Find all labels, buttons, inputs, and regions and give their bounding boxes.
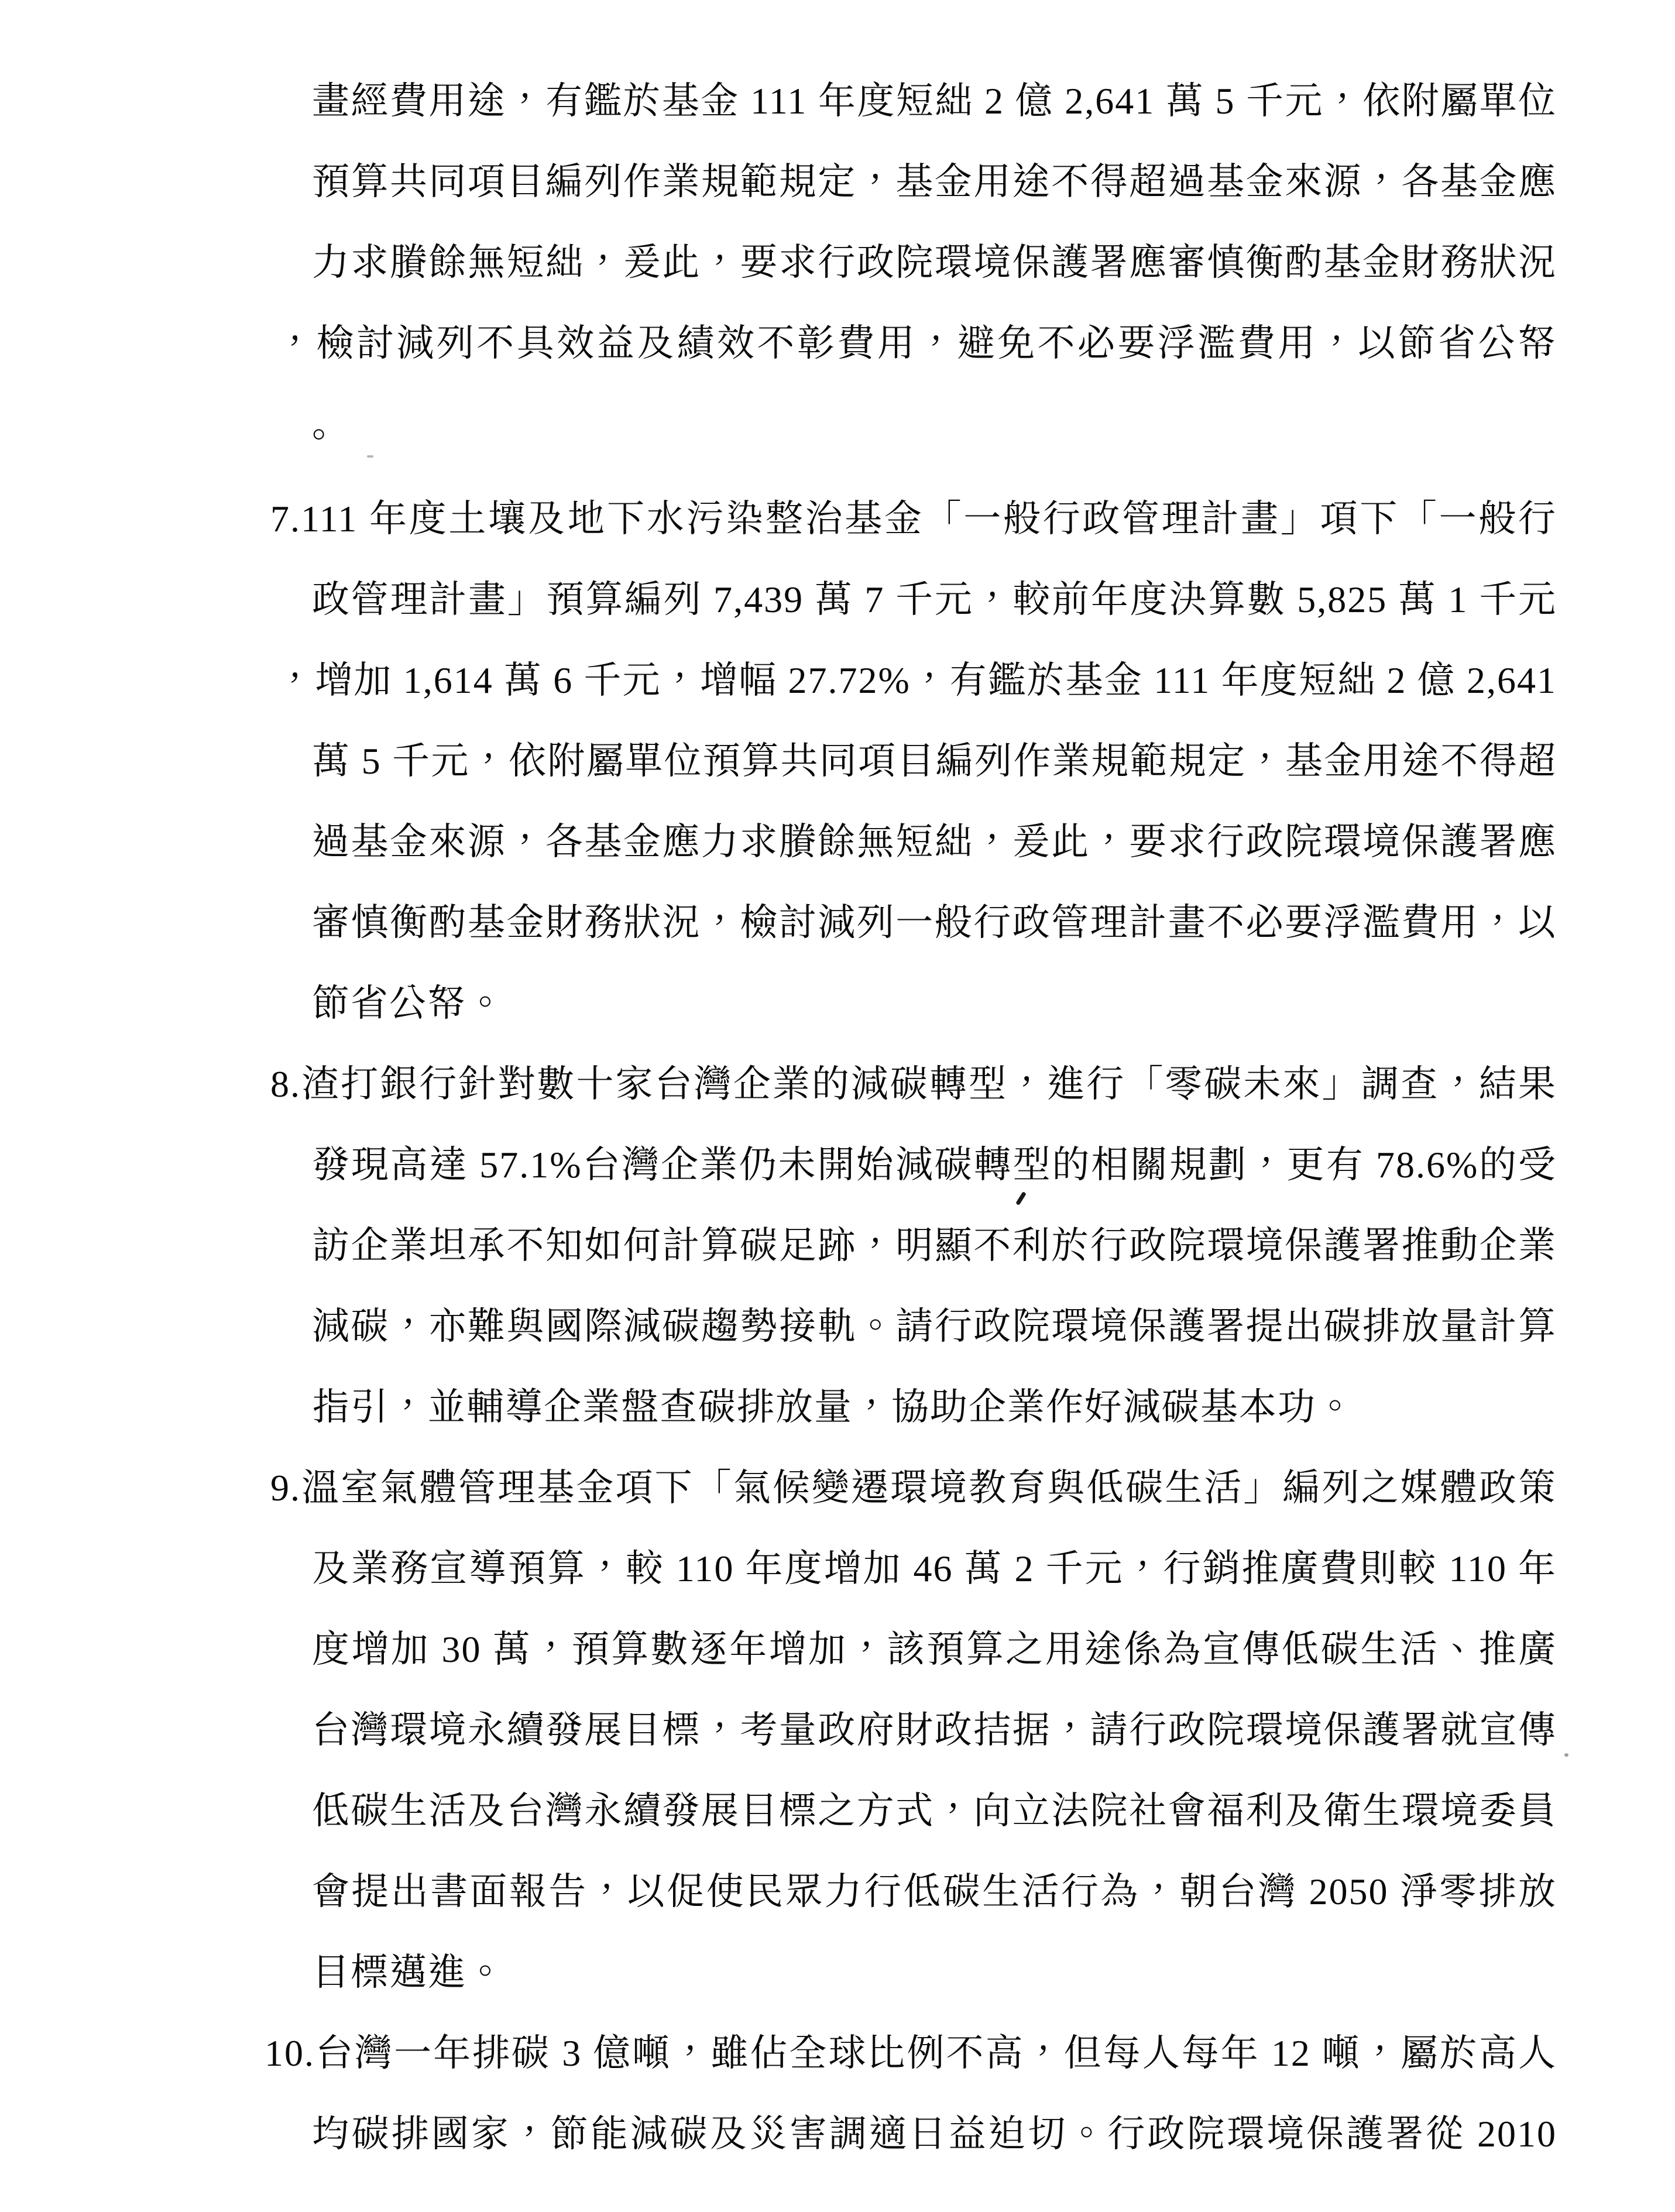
text-line: 力求賸餘無短絀，爰此，要求行政院環境保護署應審慎衡酌基金財務狀況	[312, 242, 1557, 283]
text-line-item-7: 7.111 年度土壤及地下水污染整治基金「一般行政管理計畫」項下「一般行	[270, 498, 1557, 540]
text-line: 過基金來源，各基金應力求賸餘無短絀，爰此，要求行政院環境保護署應	[312, 821, 1557, 863]
text-line: 低碳生活及台灣永續發展目標之方式，向立法院社會福利及衛生環境委員	[312, 1790, 1557, 1832]
text-line: 目標邁進。	[312, 1952, 505, 1993]
text-line: 度增加 30 萬，預算數逐年增加，該預算之用途係為宣傳低碳生活、推廣	[312, 1629, 1557, 1670]
text-line: 畫經費用途，有鑑於基金 111 年度短絀 2 億 2,641 萬 5 千元，依附屬單位	[312, 80, 1557, 122]
text-line: 萬 5 千元，依附屬單位預算共同項目編列作業規範規定，基金用途不得超	[312, 740, 1557, 782]
text-line: 節省公帑。	[312, 983, 505, 1024]
text-line: 訪企業坦承不知如何計算碳足跡，明顯不利於行政院環境保護署推動企業	[312, 1225, 1557, 1266]
text-line: 均碳排國家，節能減碳及災害調適日益迫切。行政院環境保護署從 2010	[312, 2113, 1557, 2155]
text-line: 審慎衡酌基金財務狀況，檢討減列一般行政管理計畫不必要浮濫費用，以	[312, 902, 1557, 943]
text-line: 。	[312, 403, 351, 445]
text-line: ，增加 1,614 萬 6 千元，增幅 27.72%，有鑑於基金 111 年度短絀 2 億 2,641	[276, 660, 1557, 701]
document-text-block	[0, 61, 1675, 2175]
text-line: 台灣環境永續發展目標，考量政府財政拮据，請行政院環境保護署就宣傳	[312, 1709, 1557, 1751]
text-line: 及業務宣導預算，較 110 年度增加 46 萬 2 千元，行銷推廣費則較 110 年	[312, 1548, 1557, 1589]
text-line: 指引，並輔導企業盤查碳排放量，協助企業作好減碳基本功。	[312, 1386, 1355, 1428]
text-line-item-8: 8.渣打銀行針對數十家台灣企業的減碳轉型，進行「零碳未來」調查，結果	[270, 1063, 1557, 1105]
text-line-item-9: 9.溫室氣體管理基金項下「氣候變遷環境教育與低碳生活」編列之媒體政策	[270, 1467, 1557, 1509]
text-line-item-10: 10.台灣一年排碳 3 億噸，雖佔全球比例不高，但每人每年 12 噸，屬於高人	[265, 2032, 1557, 2074]
text-line: 會提出書面報告，以促使民眾力行低碳生活行為，朝台灣 2050 淨零排放	[312, 1871, 1557, 1912]
text-line: ，檢討減列不具效益及績效不彰費用，避免不必要浮濫費用，以節省公帑	[276, 322, 1557, 364]
text-line: 發現高達 57.1%台灣企業仍未開始減碳轉型的相關規劃，更有 78.6%的受	[312, 1144, 1557, 1186]
text-line: 減碳，亦難與國際減碳趨勢接軌。請行政院環境保護署提出碳排放量計算	[312, 1306, 1557, 1347]
text-line: 預算共同項目編列作業規範規定，基金用途不得超過基金來源，各基金應	[312, 161, 1557, 202]
text-line: 政管理計畫」預算編列 7,439 萬 7 千元，較前年度決算數 5,825 萬 1 千元	[312, 579, 1557, 620]
